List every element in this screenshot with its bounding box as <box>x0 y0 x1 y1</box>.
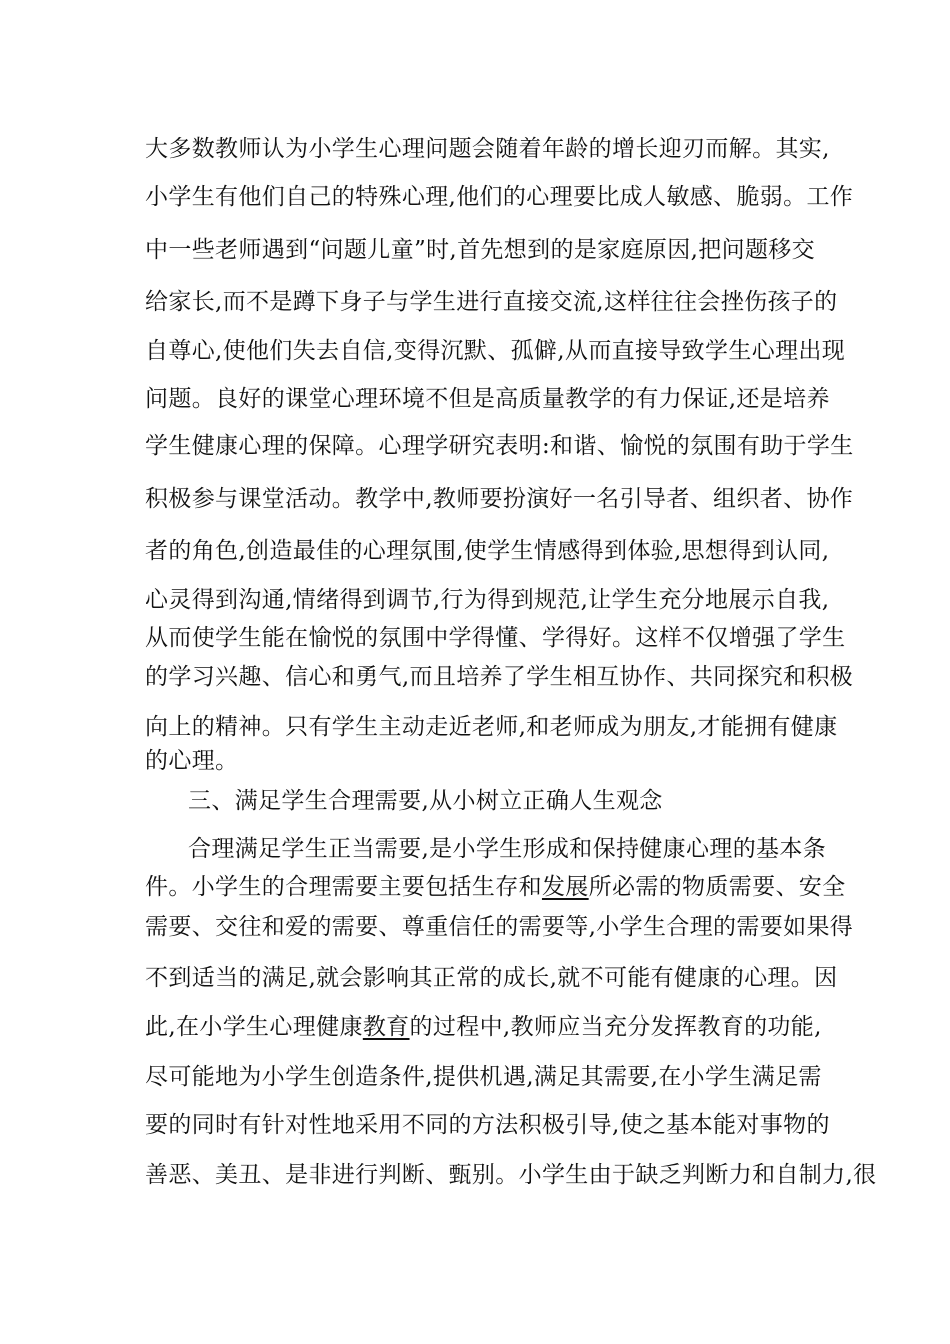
paragraph-line: 问题。良好的课堂心理环境不但是高质量教学的有力保证,还是培养 <box>145 386 830 412</box>
paragraph-line: 学生健康心理的保障。心理学研究表明:和谐、愉悦的氛围有助于学生 <box>145 433 854 459</box>
paragraph-line: 需要、交往和爱的需要、尊重信任的需要等,小学生合理的需要如果得 <box>145 914 854 940</box>
paragraph-line: 从而使学生能在愉悦的氛围中学得懂、学得好。这样不仅增强了学生 <box>145 625 846 651</box>
paragraph-line: 合理满足学生正当需要,是小学生形成和保持健康心理的基本条 <box>188 836 827 862</box>
paragraph-line: 自尊心,使他们失去自信,变得沉默、孤僻,从而直接导致学生心理出现 <box>145 338 846 364</box>
section-heading: 三、满足学生合理需要,从小树立正确人生观念 <box>188 788 663 814</box>
paragraph-line: 积极参与课堂活动。教学中,教师要扮演好一名引导者、组织者、协作 <box>145 486 854 512</box>
paragraph-line: 者的角色,创造最佳的心理氛围,使学生情感得到体验,思想得到认同, <box>145 538 830 564</box>
paragraph-line: 的学习兴趣、信心和勇气,而且培养了学生相互协作、共同探究和积极 <box>145 664 854 690</box>
paragraph-line: 尽可能地为小学生创造条件,提供机遇,满足其需要,在小学生满足需 <box>145 1064 822 1090</box>
paragraph-line: 心灵得到沟通,情绪得到调节,行为得到规范,让学生充分地展示自我, <box>145 587 830 613</box>
paragraph-line <box>145 1012 822 1042</box>
link-development[interactable]: 发展 <box>541 874 589 900</box>
text-segment: 所必需的物质需要、安全 <box>588 874 846 900</box>
paragraph-line: 给家长,而不是蹲下身子与学生进行直接交流,这样往往会挫伤孩子的 <box>145 289 838 315</box>
paragraph-line: 中一些老师遇到“问题儿童”时,首先想到的是家庭原因,把问题移交 <box>145 237 815 263</box>
text-segment: 的过程中,教师应当充分发挥教育的功能, <box>409 1014 822 1040</box>
paragraph-line <box>145 872 846 902</box>
paragraph-line: 要的同时有针对性地采用不同的方法积极引导,使之基本能对事物的 <box>145 1112 830 1138</box>
link-education[interactable]: 教育 <box>362 1014 410 1040</box>
paragraph-line: 善恶、美丑、是非进行判断、甄别。小学生由于缺乏判断力和自制力,很 <box>145 1162 877 1188</box>
paragraph-line: 向上的精神。只有学生主动走近老师,和老师成为朋友,才能拥有健康 <box>145 714 838 740</box>
text-segment: 此,在小学生心理健康 <box>145 1014 363 1040</box>
paragraph-line: 大多数教师认为小学生心理问题会随着年龄的增长迎刃而解。其实, <box>145 136 830 162</box>
paragraph-line: 不到适当的满足,就会影响其正常的成长,就不可能有健康的心理。因 <box>145 965 838 991</box>
text-segment: 件。小学生的合理需要主要包括生存和 <box>145 874 542 900</box>
paragraph-line: 的心理。 <box>145 748 239 774</box>
paragraph-line: 小学生有他们自己的特殊心理,他们的心理要比成人敏感、脆弱。工作 <box>145 184 854 210</box>
